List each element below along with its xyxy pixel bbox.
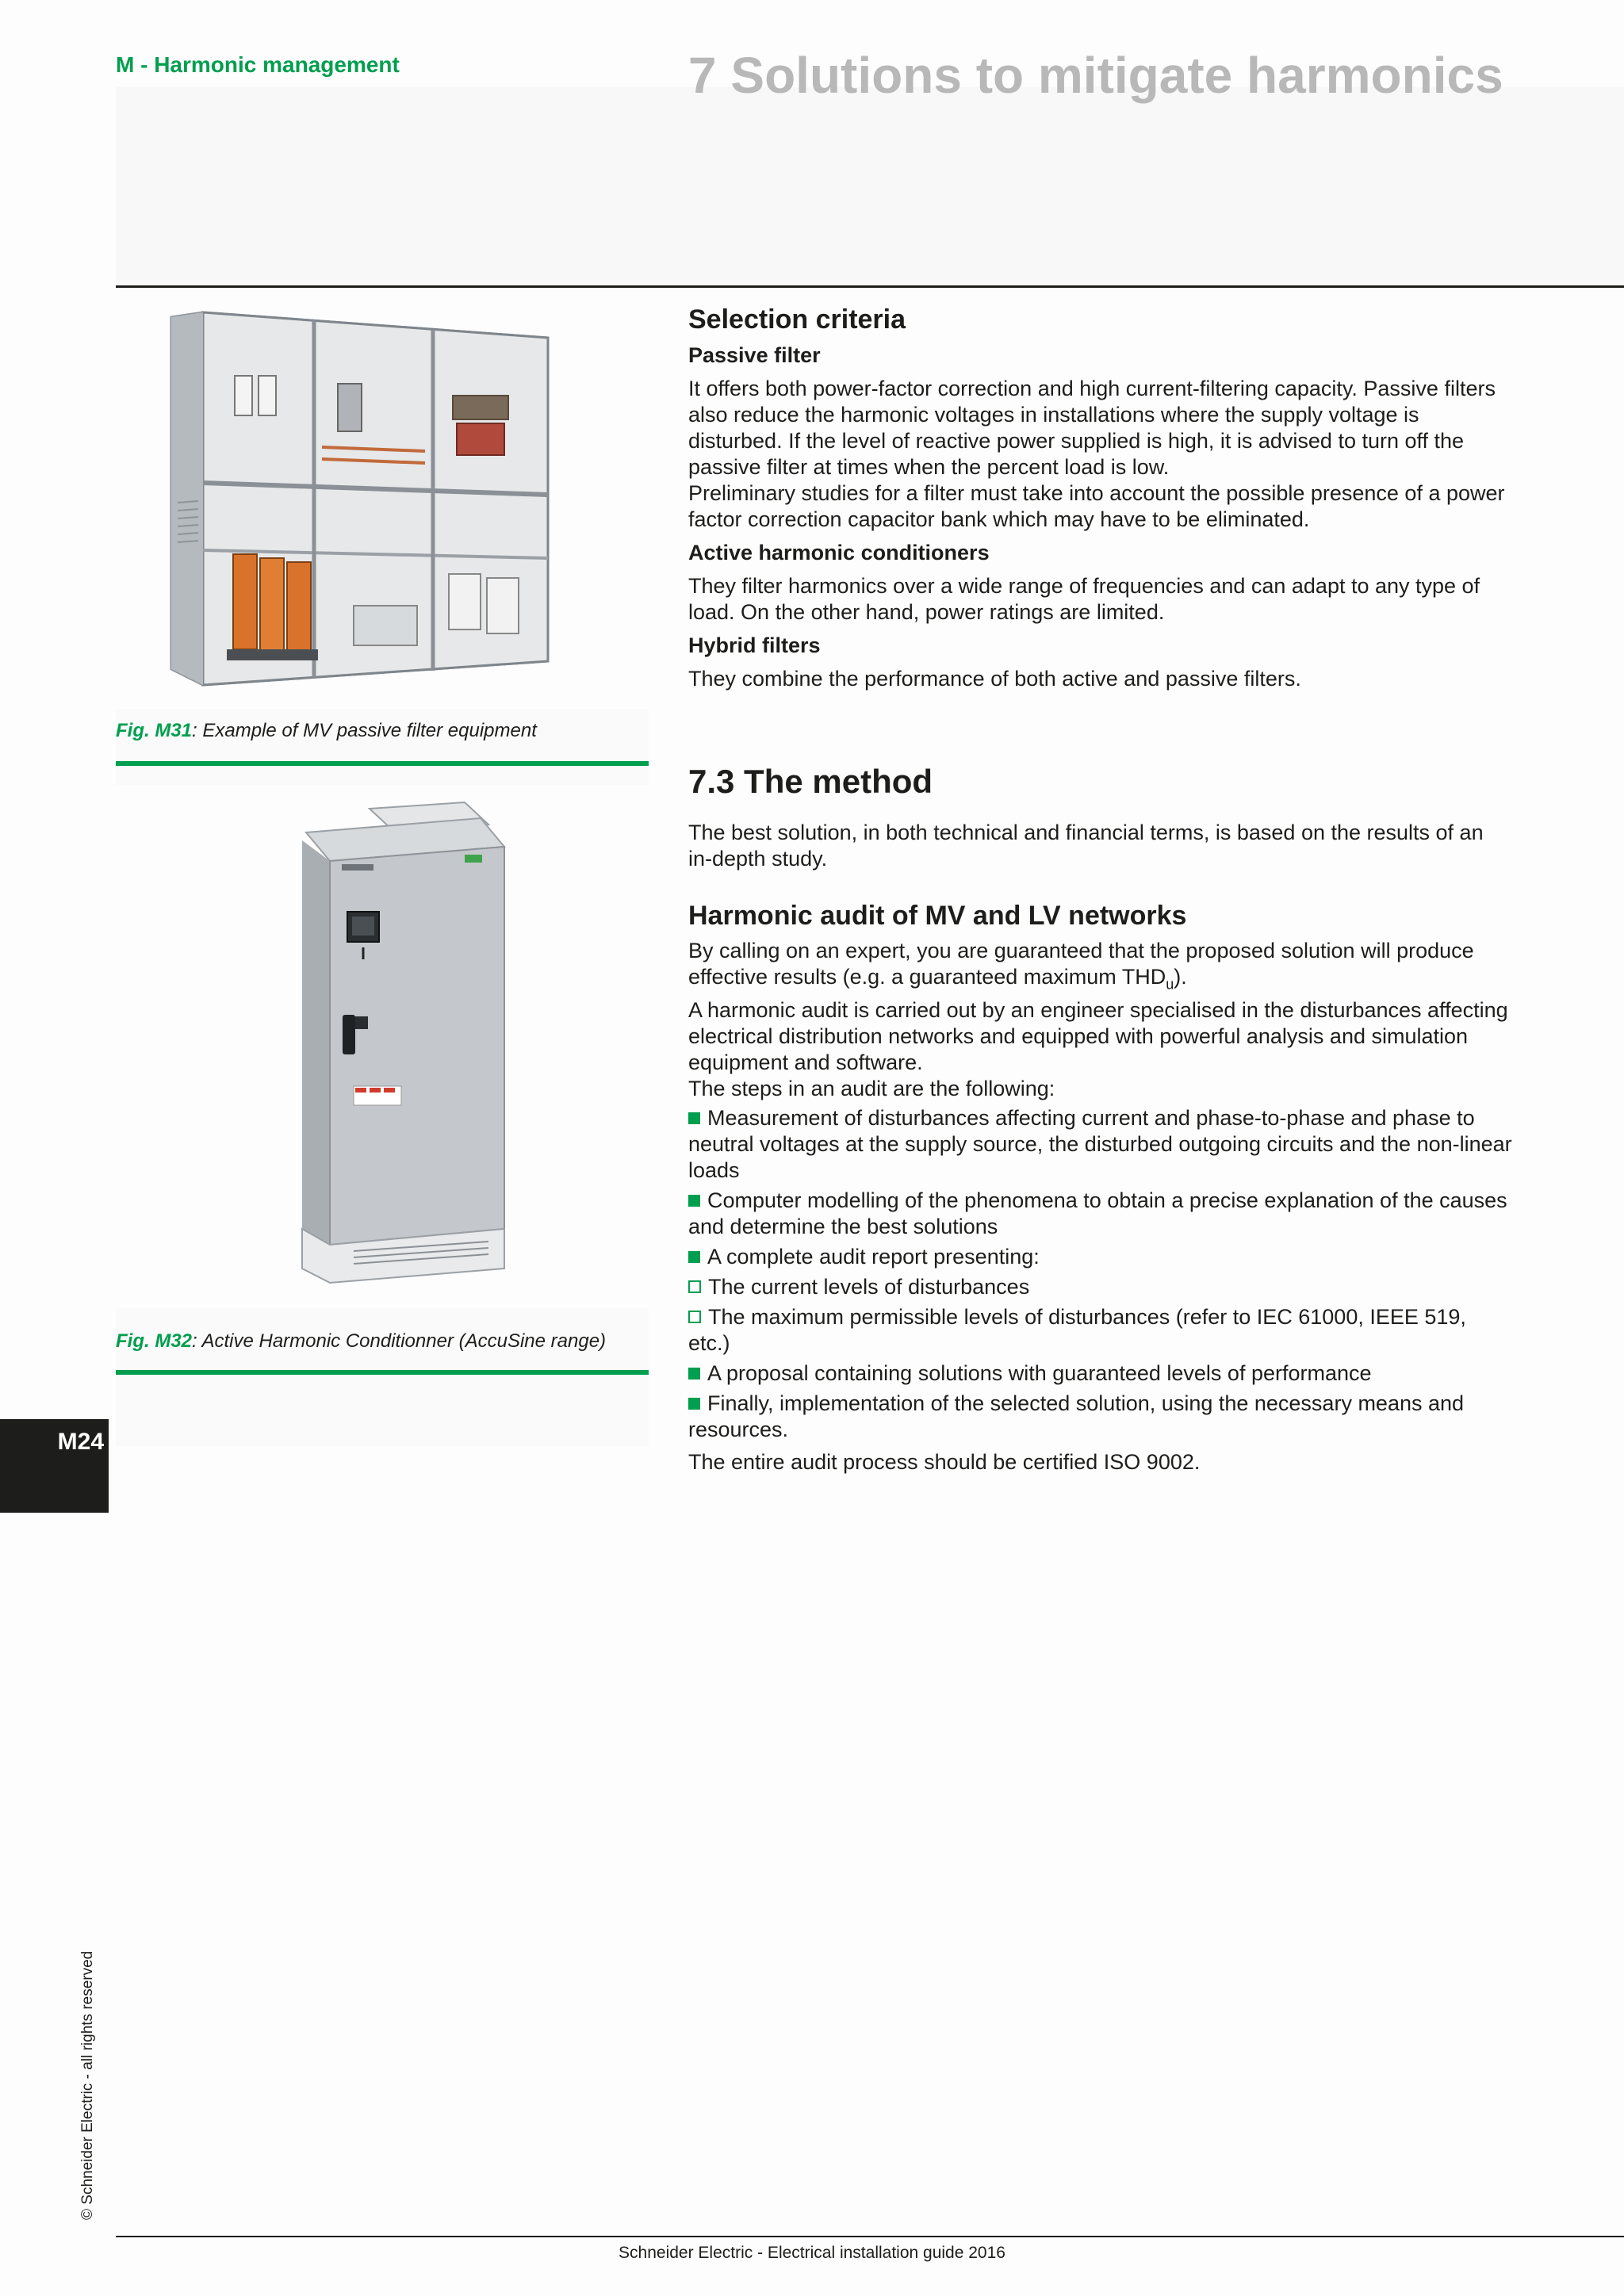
hybrid-filters-text: They combine the performance of both active and passive filters. [688,667,1301,691]
audit-p1-before: By calling on an expert, you are guaranteed that the proposed solution will produce effective results (e.g. a guaranteed maximum THD [688,939,1474,989]
header-section-label: M - Harmonic management [116,52,400,77]
audit-paragraph-2: A harmonic audit is carried out by an engineer specialised in the disturbances affecting electrical distribution networks and equipped with powerful analysis and simulation equipment and software. [688,998,1508,1075]
selection-criteria-title: Selection criteria [688,304,906,335]
active-conditioners-text: They filter harmonics over a wide range of frequencies and can adapt to any type of load. On the other hand, power ratings are limited. [688,574,1480,624]
figure-caption-text-m32: : Active Harmonic Conditionner (AccuSine range) [192,1330,607,1352]
figure-ref-m31: Fig. M31 [116,720,193,741]
audit-paragraph-3: The steps in an audit are the following: [688,1077,1055,1101]
figure-caption-m31 [116,720,537,742]
active-harmonic-conditioner-image [116,785,649,1308]
header-band [116,87,1624,285]
passive-filter-text: It offers both power-factor correction and high current-filtering capacity. Passive filters also reduce the harmonic voltages in installations where the supply voltage is disturbed. If the level of reactive power supplied is high, it is advised to turn off the passive filter at times when the percent load is low. [688,377,1496,479]
page-number-tab: M24 [0,1419,109,1513]
figure-caption-text-m31: : Example of MV passive filter equipment [192,720,537,741]
audit-bullet: Measurement of disturbances affecting current and phase-to-phase and phase to neutral voltages at the supply source, the disturbed outgoing circuits and the non-linear loads [688,1106,1512,1183]
audit-bullet: A proposal containing solutions with guaranteed levels of performance [688,1360,1513,1387]
audit-title: Harmonic audit of MV and LV networks [688,901,1187,931]
passive-filter-text-2: Preliminary studies for a filter must take into account the possible presence of a power factor correction capacitor bank which may have to be eliminated. [688,481,1505,531]
audit-p1-sub: u [1166,976,1174,993]
footer-rule [116,2236,1624,2237]
method-block [688,763,1513,1475]
figure-rule-m32 [116,1370,649,1375]
audit-sub-bullet: The maximum permissible levels of disturbances (refer to IEC 61000, IEEE 519, etc.) [688,1304,1513,1357]
method-intro: The best solution, in both technical and financial terms, is based on the results of an in-depth study. [688,821,1484,871]
audit-bullet: A complete audit report presenting: [688,1244,1513,1270]
header-rule [116,285,1624,288]
method-title: 7.3 The method [688,763,933,800]
copyright-notice: © Schneider Electric - all rights reserved [79,1950,96,2220]
footer-text: Schneider Electric - Electrical installation guide 2016 [619,2244,1005,2262]
audit-closing: The entire audit process should be certified ISO 9002. [688,1450,1201,1475]
chapter-title: 7 Solutions to mitigate harmonics [688,47,1503,104]
figure-caption-m32 [116,1330,606,1353]
figure-ref-m32: Fig. M32 [116,1330,193,1352]
audit-bullet: Finally, implementation of the selected solution, using the necessary means and resources. [688,1391,1513,1443]
audit-sub-bullet: The current levels of disturbances [688,1274,1513,1300]
audit-bullet: Computer modelling of the phenomena to obtain a precise explanation of the causes and determine the best solutions [688,1188,1513,1240]
audit-paragraph-1 [688,938,1513,997]
mv-passive-filter-image [116,289,649,709]
selection-criteria-block [688,304,1513,692]
figure-rule-m31 [116,761,649,766]
audit-p1-after: ). [1174,965,1187,989]
hybrid-filters-title: Hybrid filters [688,633,821,657]
passive-filter-title: Passive filter [688,343,821,367]
active-conditioners-title: Active harmonic conditioners [688,541,990,564]
